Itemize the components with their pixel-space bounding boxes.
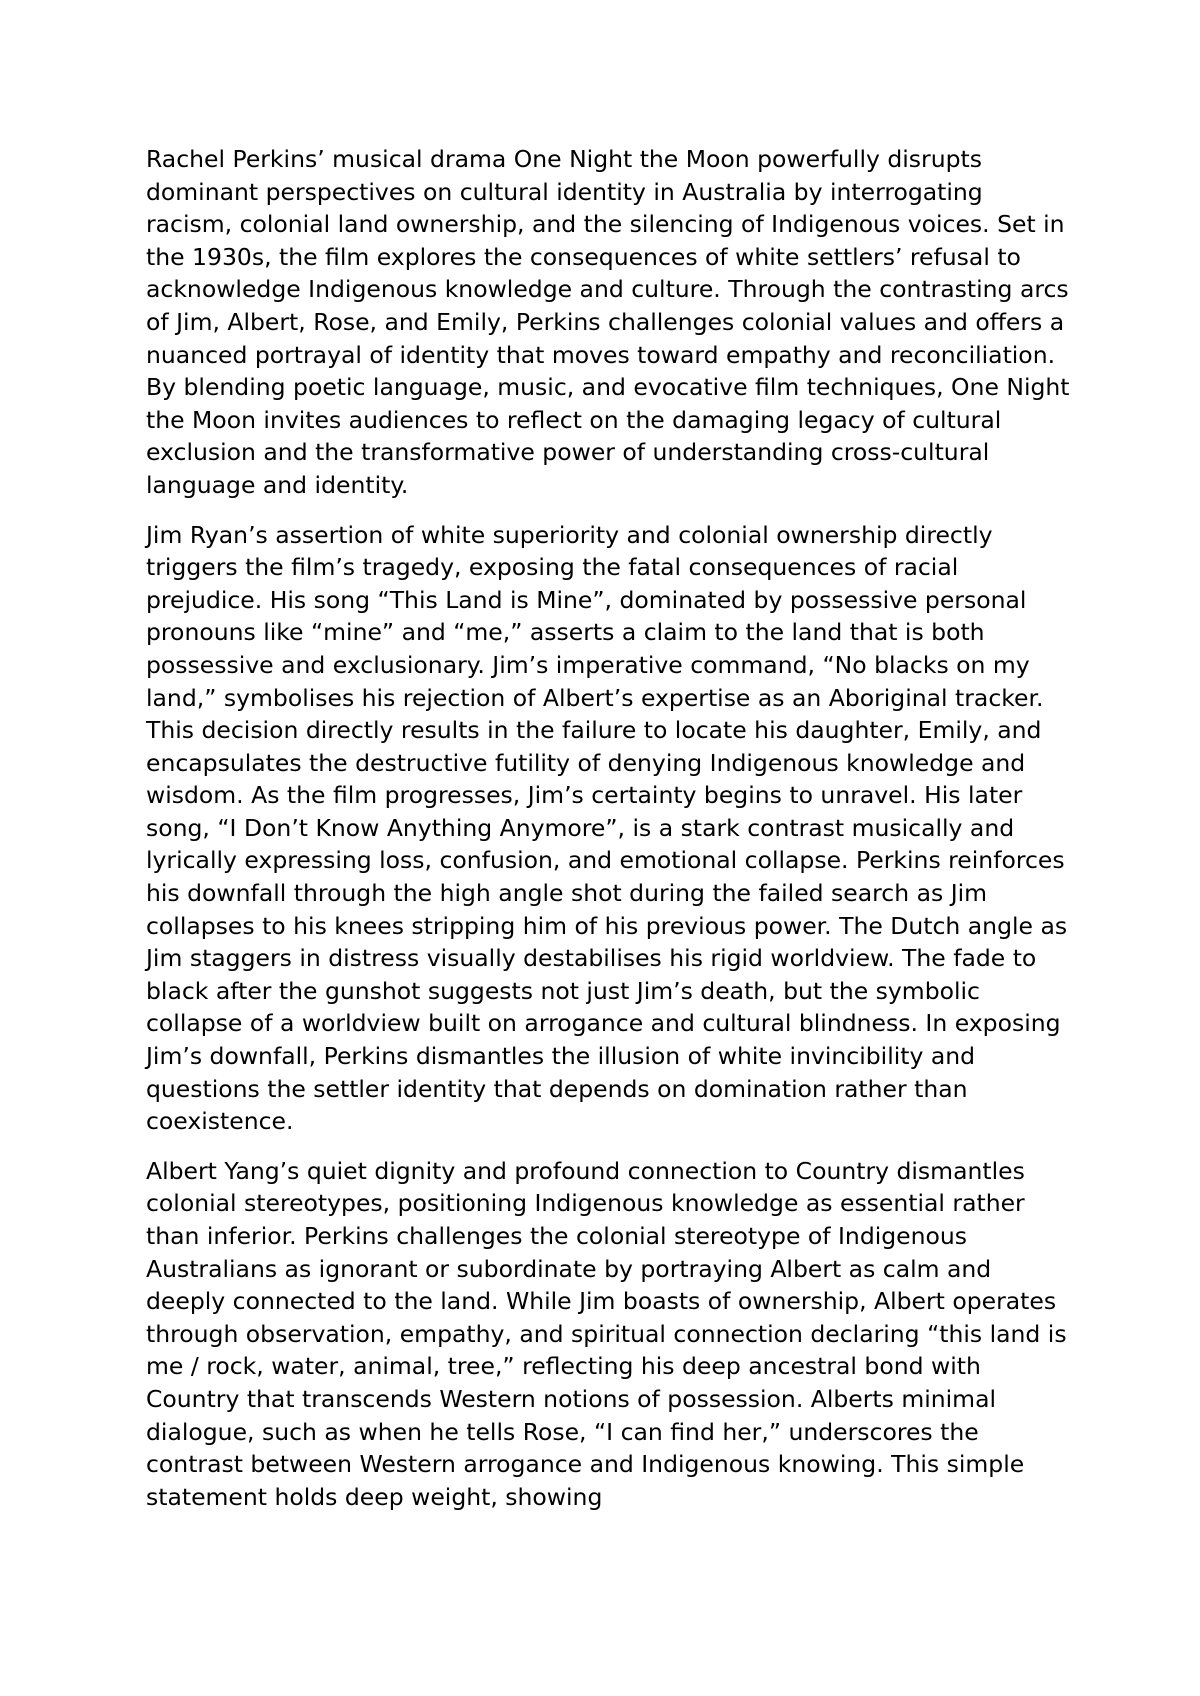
paragraph-albert-yang: Albert Yang’s quiet dignity and profound connection to Country dismantles colonial stereotypes, positioning Indigenous knowledge as essential rather than inferior. Perkins challenges the colonial stereotype of Indigenous Australians as ignorant or subordinate by portraying Albert as calm and deeply connected to the land. While Jim boasts of ownership, Albert operates through observation, empathy, and spiritual connection declaring “this land is me / rock, water, animal, tree,” reflecting his deep ancestral bond with Country that transcends Western notions of possession. Alberts minimal dialogue, such as when he tells Rose, “I can find her,” underscores the contrast between Western arrogance and Indigenous knowing. This simple statement holds deep weight, showing bbox=[146, 1156, 1067, 1511]
paragraph-introduction: Rachel Perkins’ musical drama One Night the Moon powerfully disrupts dominant perspectives on cultural identity in Australia by interrogating racism, colonial land ownership, and the silencing of Indigenous voices. Set in the 1930s, the film explores the consequences of white settlers’ refusal to acknowledge Indigenous knowledge and culture. Through the contrasting arcs of Jim, Albert, Rose, and Emily, Perkins challenges colonial values and offers a nuanced portrayal of identity that moves toward empathy and reconciliation. By blending poetic language, music, and evocative film techniques, One Night the Moon invites audiences to reflect on the damaging legacy of cultural exclusion and the transformative power of understanding cross-cultural language and identity. bbox=[146, 145, 1070, 499]
essay-body bbox=[146, 143, 1076, 1530]
paragraph-jim-ryan: Jim Ryan’s assertion of white superiority and colonial ownership directly triggers the film’s tragedy, exposing the fatal consequences of racial prejudice. His song “This Land is Mine”, dominated by possessive personal pronouns like “mine” and “me,” asserts a claim to the land that is both possessive and exclusionary. Jim’s imperative command, “No blacks on my land,” symbolises his rejection of Albert’s expertise as an Aboriginal tracker. This decision directly results in the failure to locate his daughter, Emily, and encapsulates the destructive futility of denying Indigenous knowledge and wisdom. As the film progresses, Jim’s certainty begins to unravel. His later song, “I Don’t Know Anything Anymore”, is a stark contrast musically and lyrically expressing loss, confusion, and emotional collapse. Perkins reinforces his downfall through the high angle shot during the failed search as Jim collapses to his knees stripping him of his previous power. The Dutch angle as Jim staggers in distress visually destabilises his rigid worldview. The fade to black after the gunshot suggests not just Jim’s death, but the symbolic collapse of a worldview built on arrogance and cultural blindness. In exposing Jim’s downfall, Perkins dismantles the illusion of white invincibility and questions the settler identity that depends on domination rather than coexistence. bbox=[146, 520, 1068, 1136]
